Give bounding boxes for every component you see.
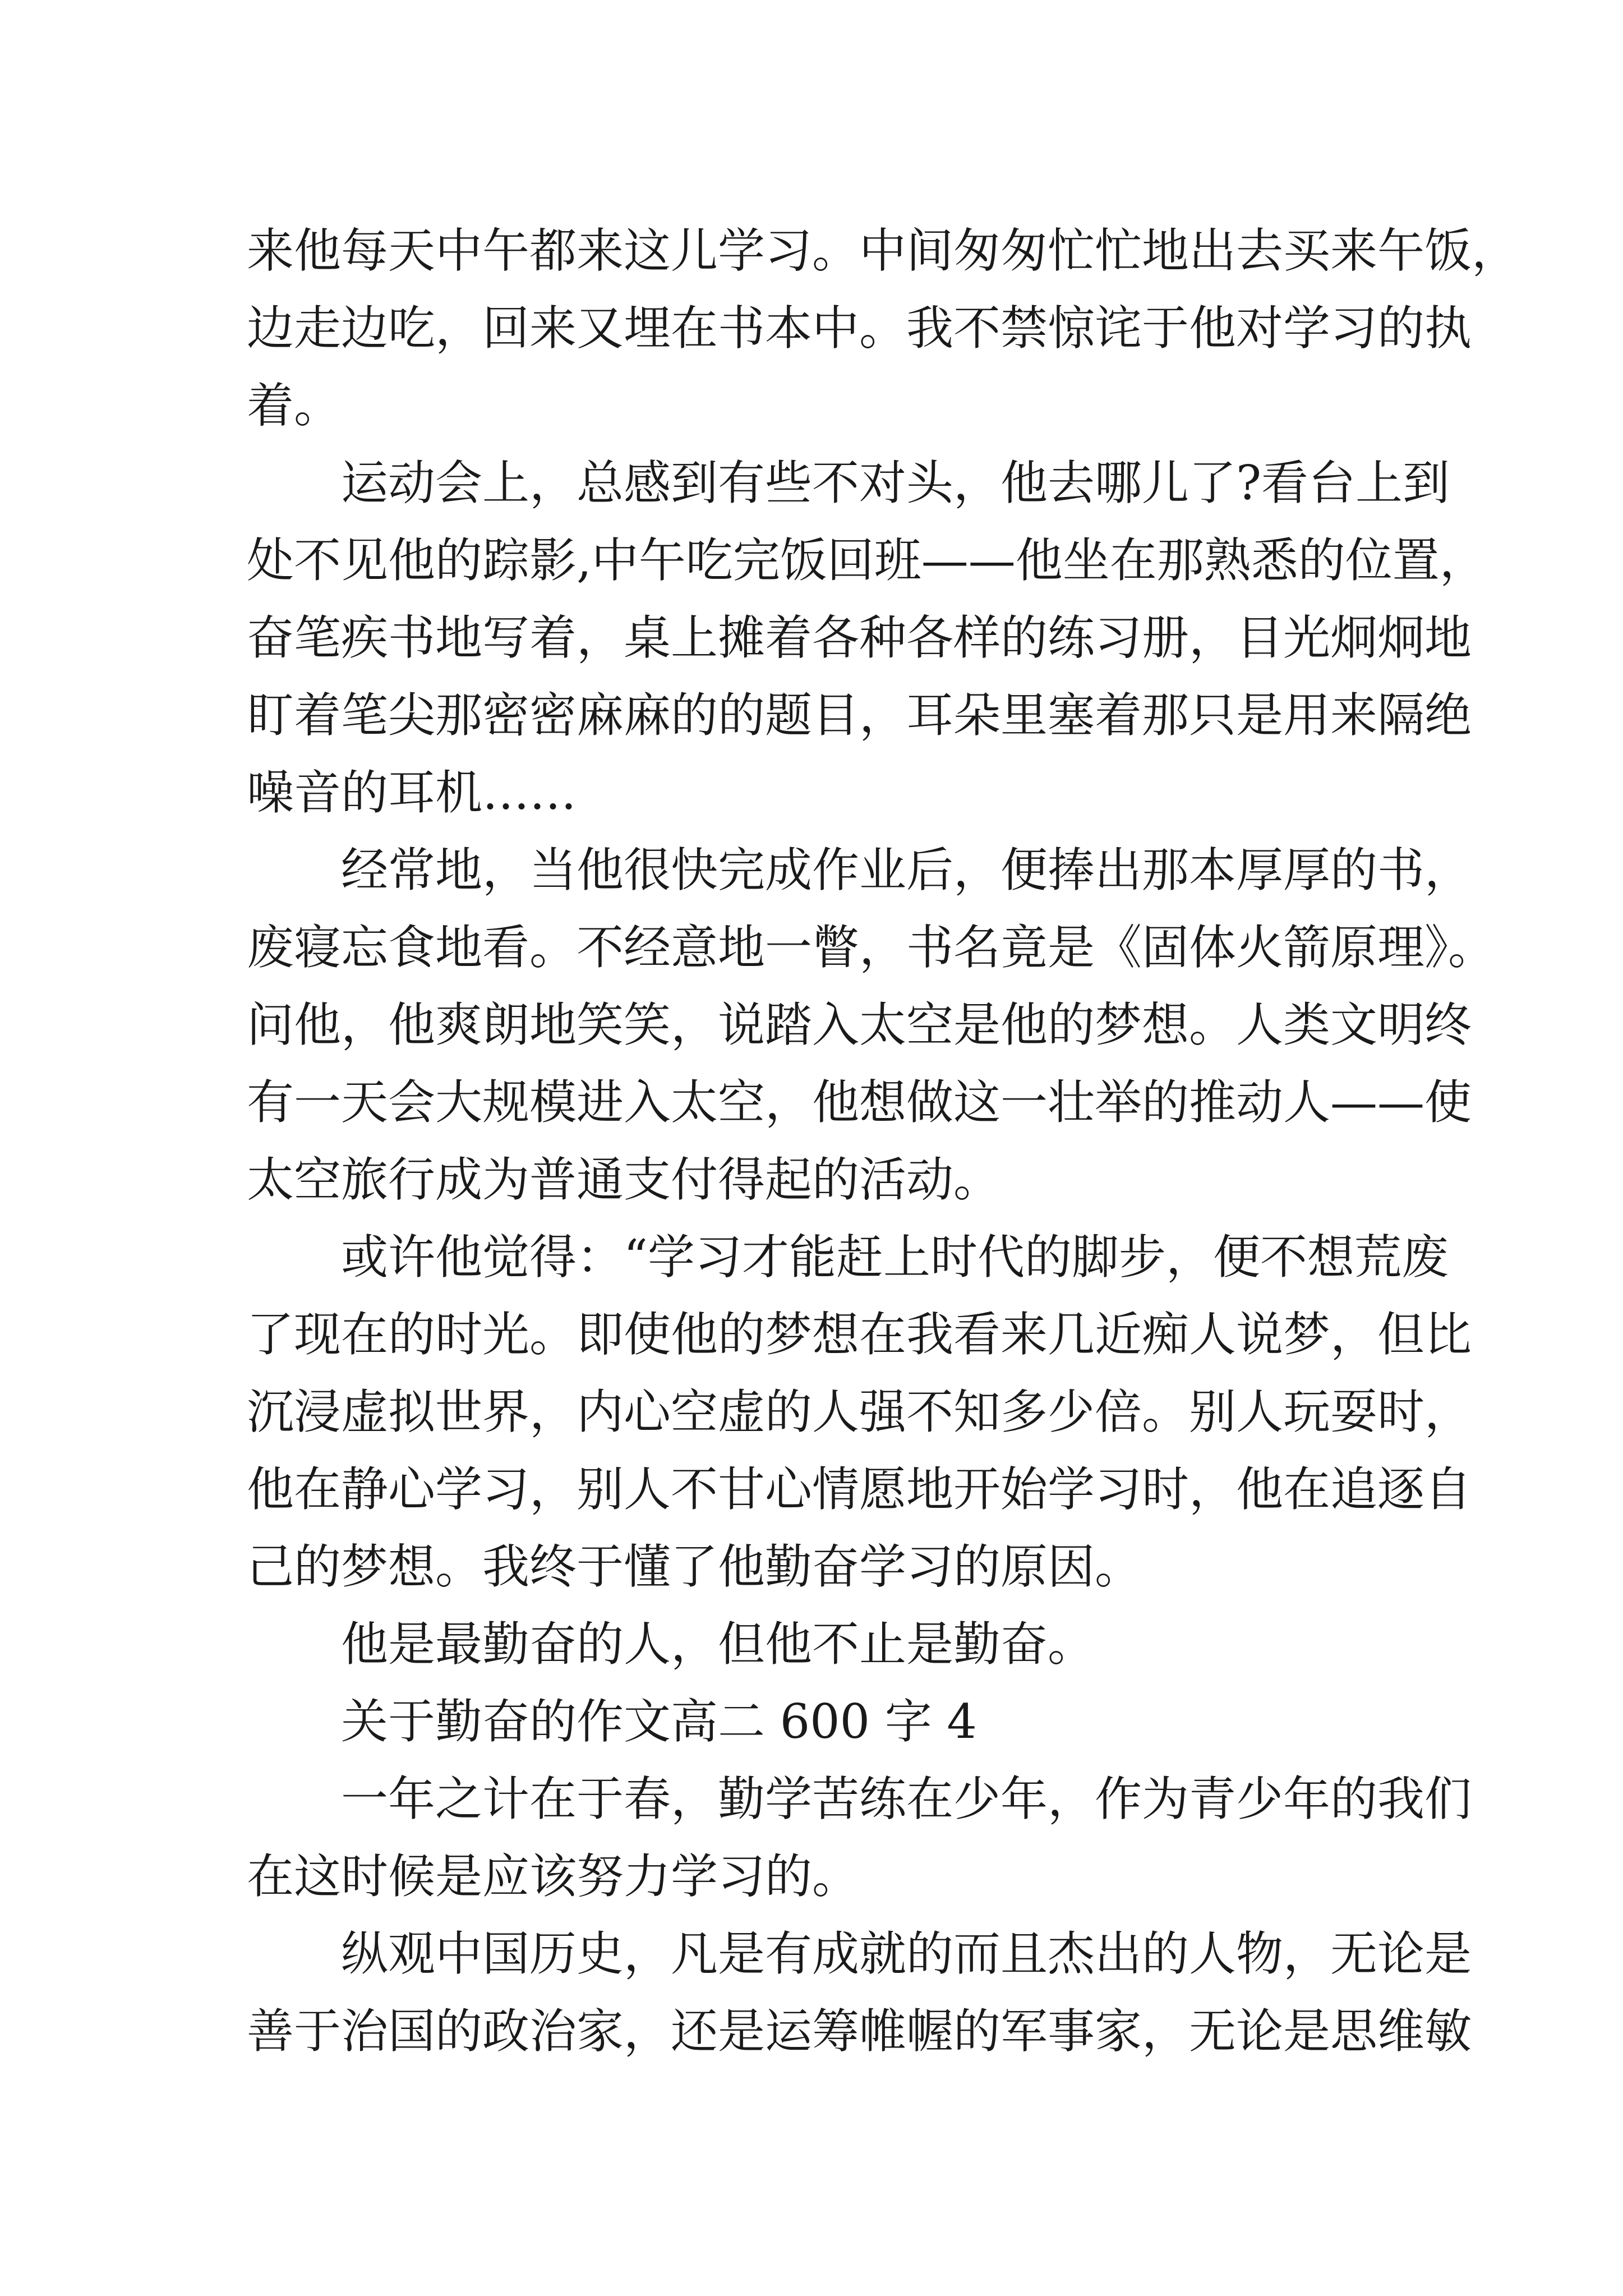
text-line: 了现在的时光。即使他的梦想在我看来几近痴人说梦，但比 [247, 1307, 1472, 1362]
text-line: 来他每天中午都来这儿学习。中间匆匆忙忙地出去买来午饭， [247, 223, 1519, 278]
document-body [247, 212, 1519, 2070]
text-line: 边走边吃，回来又埋在书本中。我不禁惊诧于他对学习的执 [247, 301, 1472, 356]
text-line: 纵观中国历史，凡是有成就的而且杰出的人物，无论是 [341, 1926, 1472, 1981]
text-line: 善于治国的政治家，还是运筹帷幄的军事家，无论是思维敏 [247, 2004, 1472, 2059]
text-line: 沉浸虚拟世界，内心空虚的人强不知多少倍。别人玩耍时， [247, 1384, 1472, 1439]
text-line: 己的梦想。我终于懂了他勤奋学习的原因。 [247, 1539, 1142, 1594]
text-line: 噪音的耳机…… [247, 765, 577, 820]
text-line: 运动会上，总感到有些不对头，他去哪儿了?看台上到 [341, 455, 1450, 510]
text-line: 经常地，当他很快完成作业后，便捧出那本厚厚的书， [341, 843, 1472, 898]
section-heading: 关于勤奋的作文高二 600 字 4 [341, 1694, 977, 1749]
text-line: 处不见他的踪影,中午吃完饭回班——他坐在那熟悉的位置， [247, 533, 1487, 588]
text-line: 在这时候是应该努力学习的。 [247, 1849, 860, 1904]
text-line: 他在静心学习，别人不甘心情愿地开始学习时，他在追逐自 [247, 1462, 1472, 1517]
text-line: 着。 [247, 378, 342, 433]
text-line: 问他，他爽朗地笑笑，说踏入太空是他的梦想。人类文明终 [247, 997, 1472, 1052]
text-line: 或许他觉得：“学习才能赶上时代的脚步，便不想荒废 [341, 1230, 1449, 1285]
text-line: 奋笔疾书地写着，桌上摊着各种各样的练习册，目光炯炯地 [247, 610, 1472, 665]
text-line: 太空旅行成为普通支付得起的活动。 [247, 1152, 1001, 1207]
text-line: 有一天会大规模进入太空，他想做这一壮举的推动人——使 [247, 1075, 1472, 1130]
text-line: 废寝忘食地看。不经意地一瞥，书名竟是《固体火箭原理》。 [247, 920, 1496, 975]
text-line: 盯着笔尖那密密麻麻的的题目，耳朵里塞着那只是用来隔绝 [247, 688, 1472, 743]
text-line: 他是最勤奋的人，但他不止是勤奋。 [341, 1617, 1095, 1672]
text-line: 一年之计在于春，勤学苦练在少年，作为青少年的我们 [341, 1772, 1472, 1826]
